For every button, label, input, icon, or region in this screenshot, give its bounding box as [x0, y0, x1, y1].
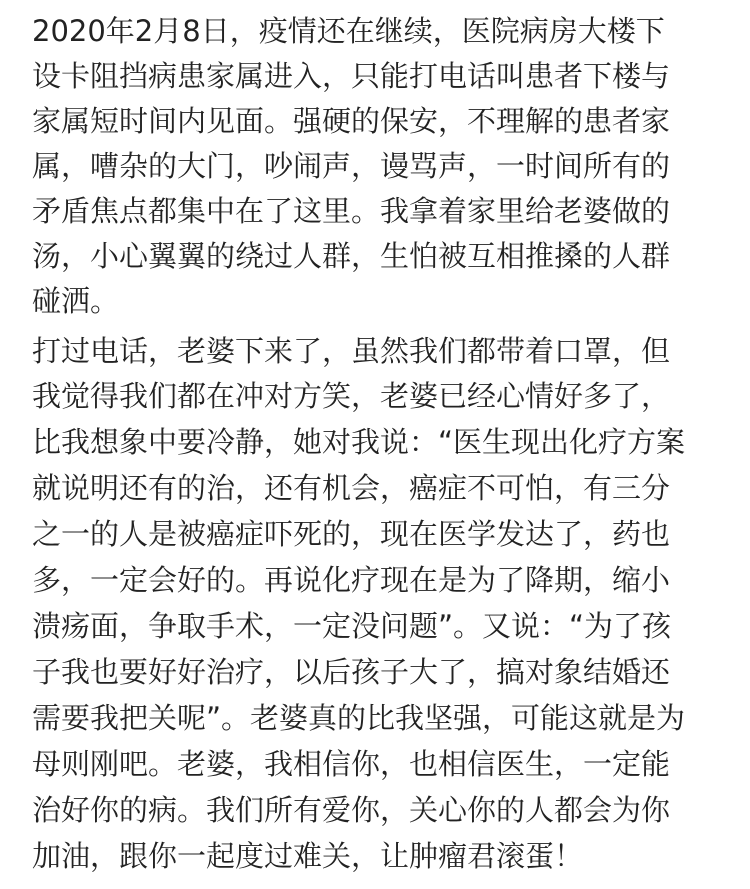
text-line-10: 比我想象中要冷静，她对我说：“医生现出化疗方案: [32, 425, 686, 459]
text-line-8: 打过电话，老婆下来了，虽然我们都带着口罩，但: [32, 334, 671, 368]
text-line-11: 就说明还有的治，还有机会，癌症不可怕，有三分: [32, 471, 671, 505]
text-line-5: 矛盾焦点都集中在了这里。我拿着家里给老婆做的: [32, 194, 671, 228]
text-line-13: 多，一定会好的。再说化疗现在是为了降期，缩小: [32, 563, 671, 597]
text-line-18: 治好你的病。我们所有爱你，关心你的人都会为你: [32, 793, 671, 827]
text-line-9: 我觉得我们都在冲对方笑，老婆已经心情好多了，: [32, 379, 671, 413]
text-line-4: 属，嘈杂的大门，吵闹声，谩骂声，一时间所有的: [32, 149, 671, 183]
text-line-17: 母则刚吧。老婆，我相信你，也相信医生，一定能: [32, 747, 671, 781]
text-line-7: 碰洒。: [32, 284, 120, 318]
text-line-14: 溃疡面，争取手术，一定没问题”。又说：“为了孩: [32, 609, 672, 643]
text-line-6: 汤，小心翼翼的绕过人群，生怕被互相推搡的人群: [32, 239, 671, 273]
text-line-19: 加油，跟你一起度过难关，让肿瘤君滚蛋！: [32, 839, 584, 873]
text-line-15: 子我也要好好治疗，以后孩子大了，搞对象结婚还: [32, 655, 671, 689]
text-line-1: 2020年2月8日，疫情还在继续，医院病房大楼下: [32, 14, 665, 48]
text-line-12: 之一的人是被癌症吓死的，现在医学发达了，药也: [32, 517, 671, 551]
text-line-2: 设卡阻挡病患家属进入，只能打电话叫患者下楼与: [32, 59, 671, 93]
text-line-16: 需要我把关呢”。老婆真的比我坚强，可能这就是为: [32, 701, 686, 735]
text-line-3: 家属短时间内见面。强硬的保安，不理解的患者家: [32, 104, 671, 138]
